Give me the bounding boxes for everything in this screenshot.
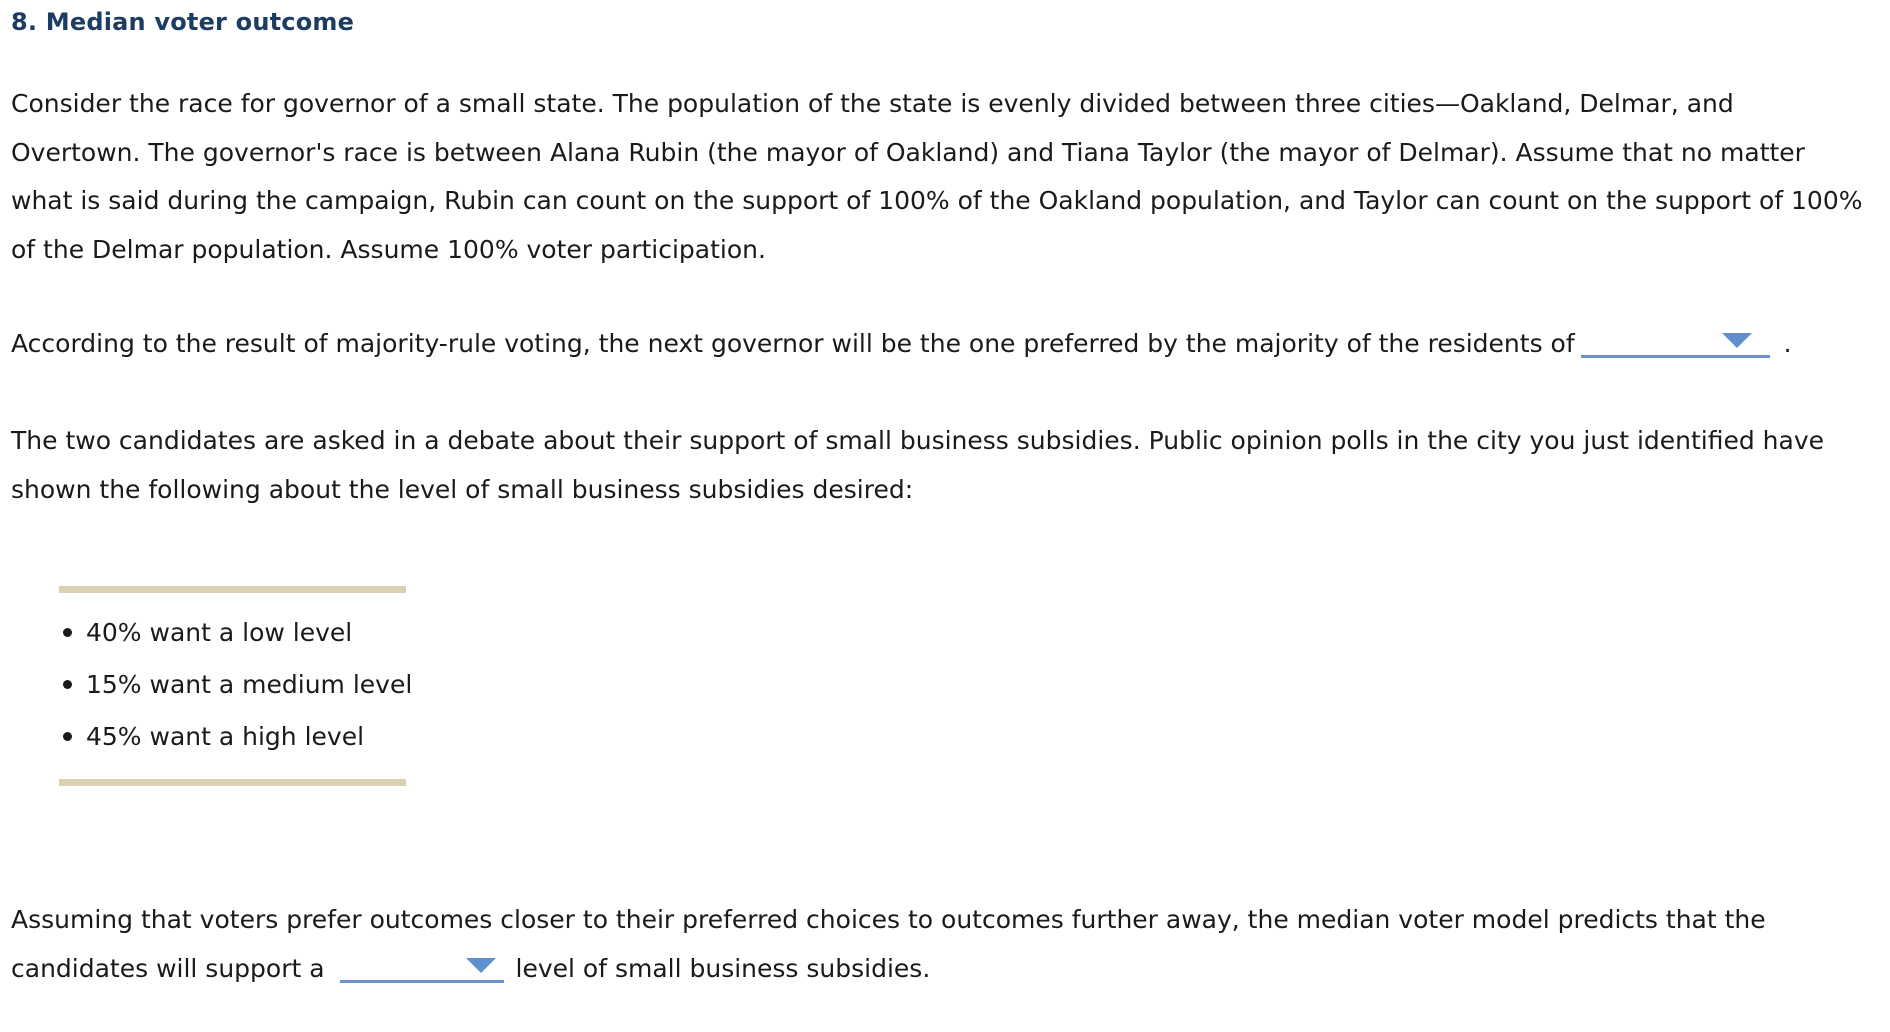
sentence-period: .	[1783, 329, 1792, 358]
poll-top-divider	[59, 586, 406, 593]
poll-results-box	[59, 586, 413, 786]
poll-result-text: 45% want a high level	[86, 722, 365, 751]
chevron-down-icon	[466, 958, 496, 973]
question-title: 8. Median voter outcome	[11, 8, 355, 36]
majority-prompt: According to the result of majority-rule voting, the next governor will be the one preferred by the majority of the residents of	[11, 329, 1575, 358]
poll-results-list	[59, 593, 413, 779]
poll-result-item	[59, 659, 413, 711]
median-prompt-after: level of small business subsidies.	[515, 953, 931, 983]
majority-question	[11, 320, 1871, 369]
median-prompt-before: Assuming that voters prefer outcomes closer to their preferred choices to outcomes further away, the median voter model predicts that the candidates will support a	[11, 905, 1766, 983]
debate-paragraph: The two candidates are asked in a debate about their support of small business subsidies. Public opinion polls in the city you just identified have shown the following about the level of small business subsidies desired:	[11, 426, 1825, 504]
intro-paragraph: Consider the race for governor of a small state. The population of the state is evenly divided between three cities—Oakland, Delmar, and Overtown. The governor's race is between Alana Rubin (the mayor of Oakland) and Tiana Taylor (the mayor of Delmar). Assume that no matter what is said during the campaign, Rubin can count on the support of 100% of the Oakland population, and Taylor can count on the support of 100% of the Delmar population. Assume 100% voter participation.	[11, 89, 1863, 264]
chevron-down-icon	[1722, 333, 1752, 348]
poll-bottom-divider	[59, 779, 406, 786]
bullet-icon	[63, 628, 72, 637]
poll-result-text: 15% want a medium level	[86, 670, 413, 699]
bullet-icon	[63, 680, 72, 689]
poll-result-item	[59, 607, 406, 659]
median-question	[11, 896, 1871, 993]
city-dropdown[interactable]	[1581, 325, 1770, 358]
level-dropdown[interactable]	[340, 950, 504, 983]
poll-result-item	[59, 711, 406, 763]
poll-result-text: 40% want a low level	[86, 618, 353, 647]
bullet-icon	[63, 732, 72, 741]
